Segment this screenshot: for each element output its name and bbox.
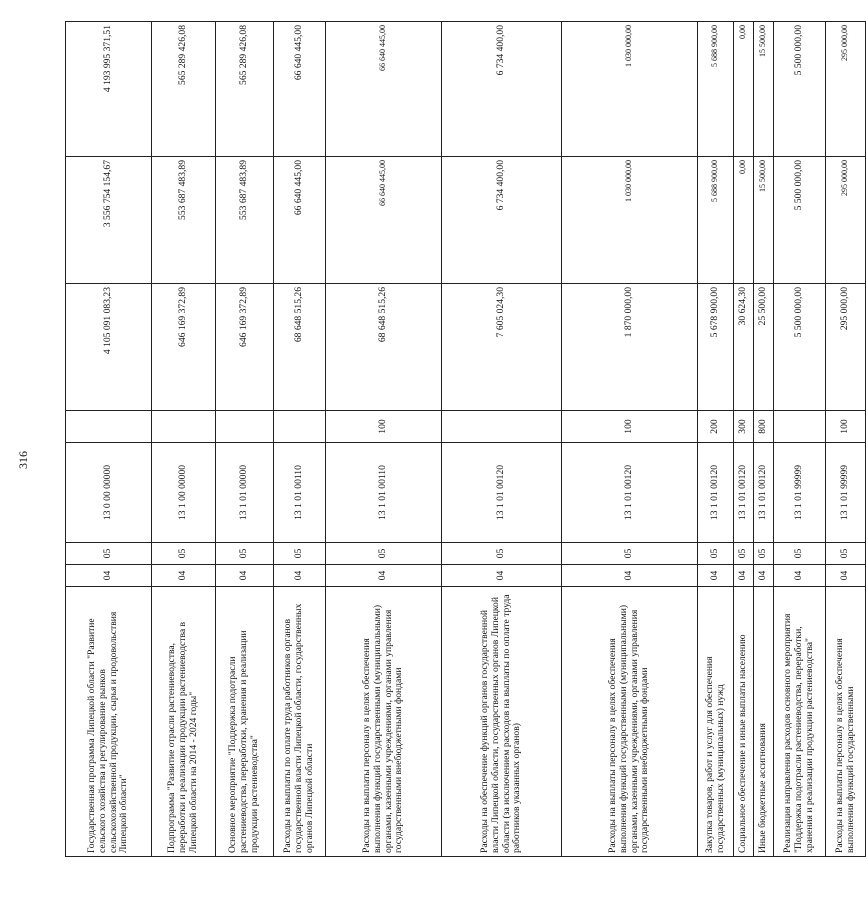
table-row (826, 22, 866, 857)
cell-vr (66, 411, 152, 443)
cell-amount-3: 15 500,00 (754, 22, 774, 157)
cell-name: Реализация направления расходов основного мероприятия "Поддержка подотрасли растениеводства, переработки, хранения и реализации продукции растениеводства" (774, 587, 826, 857)
cell-vr (274, 411, 326, 443)
cell-name: Расходы на обеспечение функций органов государственной власти Липецкой области, государственных органов Липецкой области (за исключением расходов на выплаты по оплате труда работников указанных органов) (442, 587, 562, 857)
cell-name: Расходы на выплаты персоналу в целях обеспечения выполнения функций государственными (муниципальными) органами, казенными учреждениями, органами управления государственными внебюджетными фондами (326, 587, 442, 857)
cell-amount-2: 3 556 754 154,67 (66, 157, 152, 284)
cell-amount-1: 5 500 000,00 (774, 284, 826, 411)
cell-vr: 100 (826, 411, 866, 443)
cell-name: Подпрограмма "Развитие отрасли растениеводства, переработки и реализации продукции растениеводства в Липецкой области на 2014 - 2024 годы" (152, 587, 216, 857)
cell-amount-2: 66 640 445,00 (326, 157, 442, 284)
cell-vr (152, 411, 216, 443)
cell-csr: 13 0 00 00000 (66, 443, 152, 543)
cell-amount-2: 15 500,00 (754, 157, 774, 284)
cell-csr: 13 1 01 00110 (326, 443, 442, 543)
table-row (562, 22, 698, 857)
table-row (442, 22, 562, 857)
cell-vr (216, 411, 274, 443)
budget-table-rotated (65, 22, 856, 857)
cell-amount-1: 4 105 091 083,23 (66, 284, 152, 411)
cell-podrazdel: 05 (774, 543, 826, 565)
cell-amount-2: 6 734 400,00 (442, 157, 562, 284)
cell-vr (774, 411, 826, 443)
cell-amount-3: 0,00 (734, 22, 754, 157)
cell-name: Закупка товаров, работ и услуг для обеспечения государственных (муниципальных) нужд (698, 587, 734, 857)
cell-amount-3: 66 640 445,00 (274, 22, 326, 157)
cell-razdel: 04 (754, 565, 774, 587)
cell-podrazdel: 05 (754, 543, 774, 565)
cell-razdel: 04 (734, 565, 754, 587)
cell-amount-3: 565 289 426,08 (216, 22, 274, 157)
table-row (774, 22, 826, 857)
cell-csr: 13 1 01 00120 (562, 443, 698, 543)
cell-csr: 13 1 01 00120 (734, 443, 754, 543)
cell-vr: 800 (754, 411, 774, 443)
cell-podrazdel: 05 (826, 543, 866, 565)
cell-podrazdel: 05 (274, 543, 326, 565)
cell-vr (442, 411, 562, 443)
cell-amount-1: 25 500,00 (754, 284, 774, 411)
cell-name: Расходы на выплаты по оплате труда работников органов государственной власти Липецкой области, государственных органов Липецкой области (274, 587, 326, 857)
cell-podrazdel: 05 (698, 543, 734, 565)
cell-name: Расходы на выплаты персоналу в целях обеспечения выполнения функций государственными (муниципальными) органами, казенными учреждениями, органами управления государственными внебюджетными фондами (562, 587, 698, 857)
cell-name: Расходы на выплаты персоналу в целях обеспечения выполнения функций государственными (826, 587, 866, 857)
cell-amount-2: 5 688 900,00 (698, 157, 734, 284)
table-row (152, 22, 216, 857)
cell-amount-3: 66 640 445,00 (326, 22, 442, 157)
cell-csr: 13 1 01 00120 (442, 443, 562, 543)
cell-name: Основное мероприятие "Поддержка подотрасли растениеводства, переработки, хранения и реализации продукции растениеводства" (216, 587, 274, 857)
table-row (326, 22, 442, 857)
cell-csr: 13 1 00 00000 (152, 443, 216, 543)
cell-amount-3: 565 289 426,08 (152, 22, 216, 157)
cell-vr: 100 (562, 411, 698, 443)
cell-amount-2: 295 000,00 (826, 157, 866, 284)
cell-razdel: 04 (216, 565, 274, 587)
cell-amount-3: 4 193 995 371,51 (66, 22, 152, 157)
cell-amount-2: 553 687 483,89 (216, 157, 274, 284)
cell-podrazdel: 05 (734, 543, 754, 565)
cell-amount-1: 646 169 372,89 (152, 284, 216, 411)
table-body (66, 22, 866, 857)
cell-razdel: 04 (152, 565, 216, 587)
table-row (274, 22, 326, 857)
cell-amount-2: 5 500 000,00 (774, 157, 826, 284)
cell-razdel: 04 (274, 565, 326, 587)
cell-razdel: 04 (826, 565, 866, 587)
cell-podrazdel: 05 (216, 543, 274, 565)
cell-amount-3: 1 030 000,00 (562, 22, 698, 157)
cell-podrazdel: 05 (66, 543, 152, 565)
cell-amount-1: 30 624,30 (734, 284, 754, 411)
cell-csr: 13 1 01 00120 (698, 443, 734, 543)
cell-amount-3: 6 734 400,00 (442, 22, 562, 157)
table-row (754, 22, 774, 857)
cell-amount-2: 553 687 483,89 (152, 157, 216, 284)
cell-amount-2: 1 030 000,00 (562, 157, 698, 284)
cell-csr: 13 1 01 00110 (274, 443, 326, 543)
cell-amount-1: 1 870 000,00 (562, 284, 698, 411)
cell-podrazdel: 05 (326, 543, 442, 565)
cell-razdel: 04 (66, 565, 152, 587)
cell-amount-3: 5 688 900,00 (698, 22, 734, 157)
cell-vr: 100 (326, 411, 442, 443)
cell-razdel: 04 (562, 565, 698, 587)
cell-amount-1: 68 648 515,26 (326, 284, 442, 411)
cell-name: Иные бюджетные ассигнования (754, 587, 774, 857)
table-row (66, 22, 152, 857)
cell-amount-1: 7 605 024,30 (442, 284, 562, 411)
cell-podrazdel: 05 (562, 543, 698, 565)
cell-razdel: 04 (774, 565, 826, 587)
cell-vr: 300 (734, 411, 754, 443)
cell-vr: 200 (698, 411, 734, 443)
table-row (216, 22, 274, 857)
cell-razdel: 04 (698, 565, 734, 587)
cell-name: Государственная программа Липецкой области "Развитие сельского хозяйства и регулирование рынков сельскохозяйственной продукции, сырья и продовольствия Липецкой области" (66, 587, 152, 857)
cell-amount-1: 5 678 900,00 (698, 284, 734, 411)
cell-name: Социальное обеспечение и иные выплаты населению (734, 587, 754, 857)
cell-amount-3: 295 000,00 (826, 22, 866, 157)
cell-csr: 13 1 01 00120 (754, 443, 774, 543)
cell-amount-2: 0,00 (734, 157, 754, 284)
cell-csr: 13 1 01 99999 (826, 443, 866, 543)
cell-amount-3: 5 500 000,00 (774, 22, 826, 157)
cell-razdel: 04 (442, 565, 562, 587)
cell-amount-1: 646 169 372,89 (216, 284, 274, 411)
cell-podrazdel: 05 (152, 543, 216, 565)
cell-podrazdel: 05 (442, 543, 562, 565)
cell-amount-1: 295 000,00 (826, 284, 866, 411)
cell-amount-2: 66 640 445,00 (274, 157, 326, 284)
cell-csr: 13 1 01 99999 (774, 443, 826, 543)
cell-amount-1: 68 648 515,26 (274, 284, 326, 411)
cell-csr: 13 1 01 00000 (216, 443, 274, 543)
table-row (698, 22, 734, 857)
budget-table (65, 21, 866, 857)
page-number: 316 (16, 451, 30, 469)
cell-razdel: 04 (326, 565, 442, 587)
table-row (734, 22, 754, 857)
